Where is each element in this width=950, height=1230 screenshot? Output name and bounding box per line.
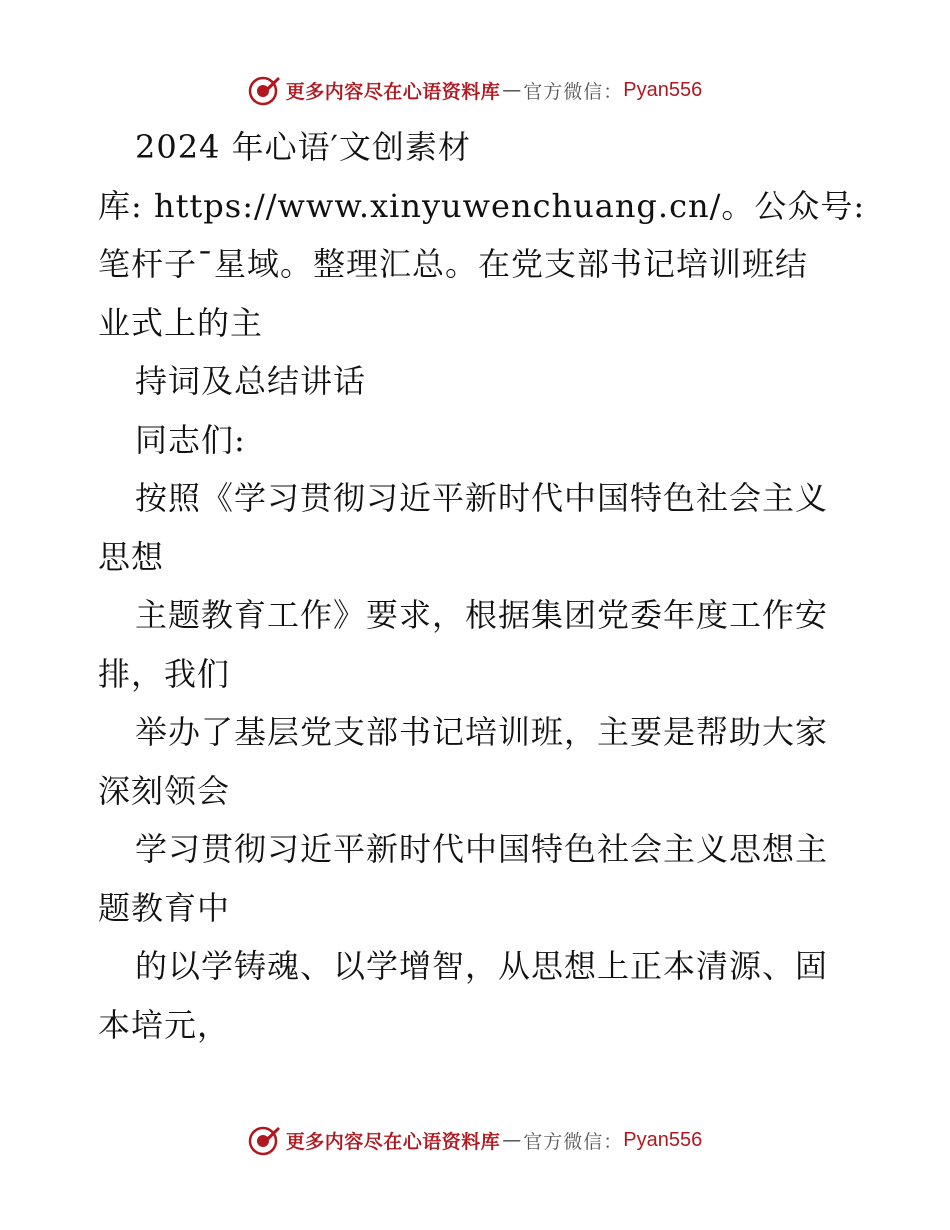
text-line: 学习贯彻习近平新时代中国特色社会主义思想主 — [135, 830, 829, 868]
document-body — [98, 118, 866, 1054]
header-banner — [0, 70, 950, 110]
text-line: 业式上的主 — [98, 303, 264, 342]
greeting-line: 同志们: — [135, 420, 246, 459]
text-line: 持词及总结讲话 — [135, 362, 367, 400]
banner-contact-label: 官方微信： — [523, 1130, 624, 1153]
text-line: 排，我们 — [98, 654, 231, 693]
text-line: 举办了基层党支部书记培训班，主要是帮助大家 — [135, 713, 829, 751]
banner-separator: — — [502, 79, 522, 101]
text-line: 的以学铸魂、以学增智，从思想上正本清源、固 — [135, 947, 829, 985]
pen-logo-icon — [248, 1123, 282, 1157]
text-line: 库: https://www.xinyuwenchuang.cn/。公众号: — [98, 186, 866, 225]
banner-separator: — — [502, 1129, 522, 1151]
banner-title: 更多内容尽在心语资料库 — [285, 80, 501, 103]
text-line: 按照《学习贯彻习近平新时代中国特色社会主义 — [135, 479, 829, 517]
text-line: 笔杆子¯星域。整理汇总。在党支部书记培训班结 — [98, 245, 809, 283]
text-line: 本培元， — [98, 1005, 231, 1044]
text-line: 主题教育工作》要求，根据集团党委年度工作安 — [135, 596, 829, 634]
text-line: 题教育中 — [98, 888, 231, 927]
text-line: 思想 — [98, 537, 165, 576]
text-line: 2024 年心语′文创素材 — [135, 128, 471, 166]
banner-contact-label: 官方微信： — [523, 80, 624, 103]
banner-contact-id: Pyan556 — [623, 78, 703, 101]
pen-logo-icon — [248, 73, 282, 107]
banner-contact-id: Pyan556 — [623, 1128, 703, 1151]
footer-banner — [0, 1120, 950, 1160]
text-line: 深刻领会 — [98, 771, 231, 810]
banner-title: 更多内容尽在心语资料库 — [285, 1130, 501, 1153]
